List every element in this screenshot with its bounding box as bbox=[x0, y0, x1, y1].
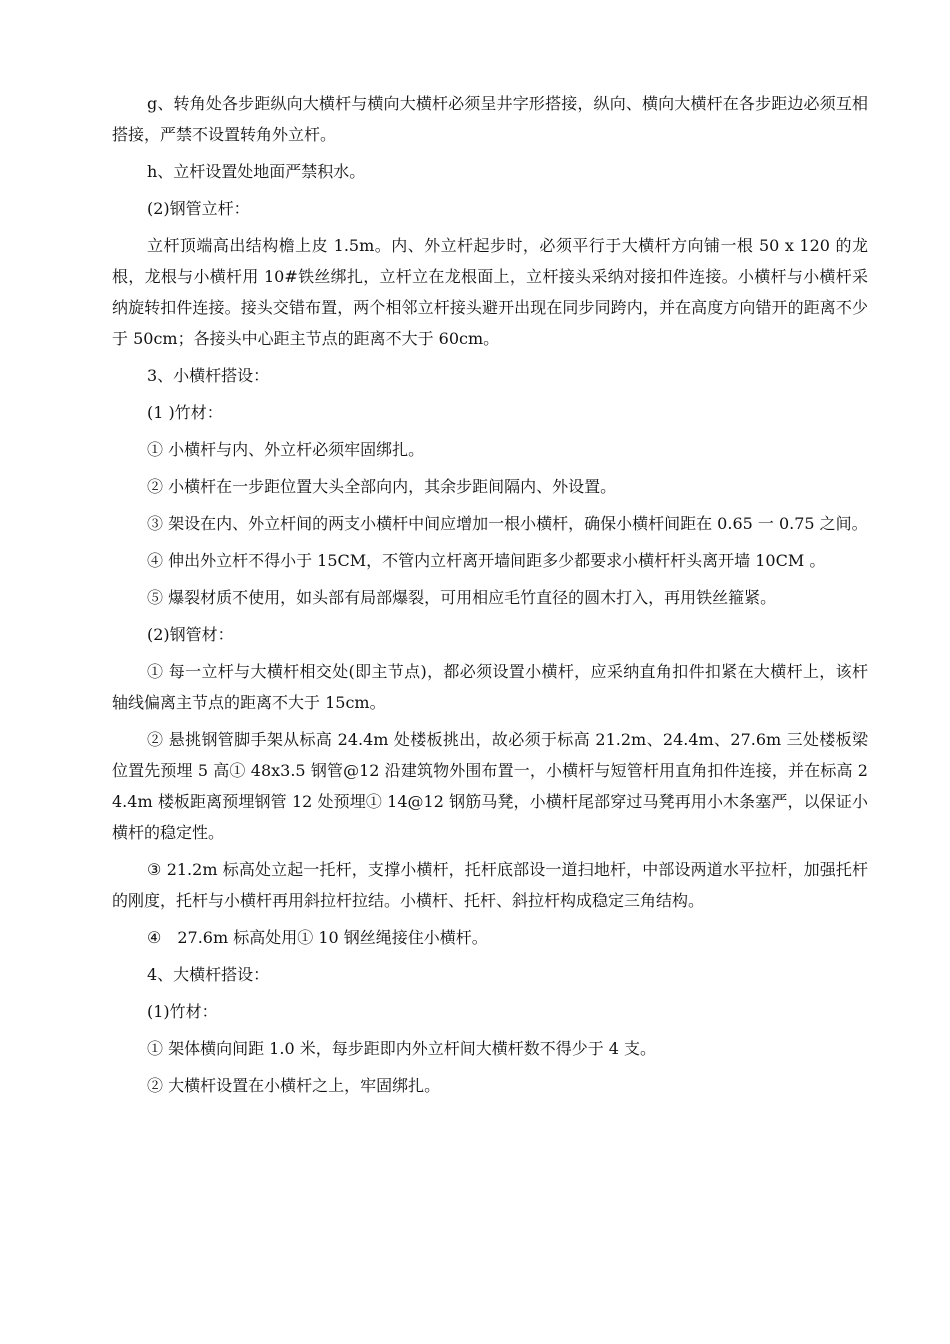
paragraph: ① 架体横向间距 1.0 米，每步距即内外立杆间大横杆数不得少于 4 支。 bbox=[147, 1039, 657, 1058]
paragraph: ⑤ 爆裂材质不使用，如头部有局部爆裂，可用相应毛竹直径的圆木打入，再用铁丝箍紧。 bbox=[147, 588, 777, 607]
paragraph: ② 悬挑钢管脚手架从标高 24.4m 处楼板挑出，故必须于标高 21.2m、24.4m、27.6m 三处楼板梁位置先预埋 5 高① 48x3.5 钢管@12 沿建筑物外围布置一，小横杆与短管杆用直角扣件连接，并在标高 24.4m 楼板距离预埋钢管 12 处预埋① 14@12 钢筋马凳，小横杆尾部穿过马凳再用小木条塞严，以保证小横杆的稳定性。 bbox=[112, 730, 868, 842]
paragraph: ① 每一立杆与大横杆相交处(即主节点)，都必须设置小横杆，应采纳直角扣件扣紧在大横杆上，该杆轴线偏离主节点的距离不大于 15cm。 bbox=[112, 662, 868, 712]
paragraph: ② 大横杆设置在小横杆之上，牢固绑扎。 bbox=[147, 1076, 441, 1095]
paragraph: ④ 27.6m 标高处用① 10 钢丝绳接住小横杆。 bbox=[147, 928, 488, 947]
paragraph: (1 )竹材： bbox=[147, 403, 223, 422]
paragraph: (2)钢管立杆： bbox=[147, 199, 250, 218]
paragraph: 4、大横杆搭设： bbox=[147, 965, 270, 984]
paragraph: (2)钢管材： bbox=[147, 625, 234, 644]
paragraph: h、立杆设置处地面严禁积水。 bbox=[147, 162, 366, 181]
paragraph: ② 小横杆在一步距位置大头全部向内，其余步距间隔内、外设置。 bbox=[147, 477, 617, 496]
paragraph: ③ 架设在内、外立杆间的两支小横杆中间应增加一根小横杆，确保小横杆间距在 0.65 一 0.75 之间。 bbox=[147, 514, 868, 533]
paragraph: ④ 伸出外立杆不得小于 15CM，不管内立杆离开墙间距多少都要求小横杆杆头离开墙 10CM 。 bbox=[147, 551, 826, 570]
paragraph: (1)竹材： bbox=[147, 1002, 218, 1021]
document-body bbox=[112, 88, 868, 1107]
paragraph: 立杆顶端高出结构檐上皮 1.5m。内、外立杆起步时，必须平行于大横杆方向铺一根 50 x 120 的龙根，龙根与小横杆用 10#铁丝绑扎，立杆立在龙根面上，立杆接头采纳对接扣件连接。小横杆与小横杆采纳旋转扣件连接。接头交错布置，两个相邻立杆接头避开出现在同步同跨内，并在高度方向错开的距离不少于 50cm；各接头中心距主节点的距离不大于 60cm。 bbox=[112, 236, 868, 348]
paragraph: ③ 21.2m 标高处立起一托杆，支撑小横杆，托杆底部设一道扫地杆，中部设两道水平拉杆，加强托杆的刚度，托杆与小横杆再用斜拉杆拉结。小横杆、托杆、斜拉杆构成稳定三角结构。 bbox=[112, 860, 868, 910]
paragraph: g、转角处各步距纵向大横杆与横向大横杆必须呈井字形搭接，纵向、横向大横杆在各步距边必须互相搭接，严禁不设置转角外立杆。 bbox=[112, 94, 868, 144]
paragraph: ① 小横杆与内、外立杆必须牢固绑扎。 bbox=[147, 440, 425, 459]
paragraph: 3、小横杆搭设： bbox=[147, 366, 270, 385]
